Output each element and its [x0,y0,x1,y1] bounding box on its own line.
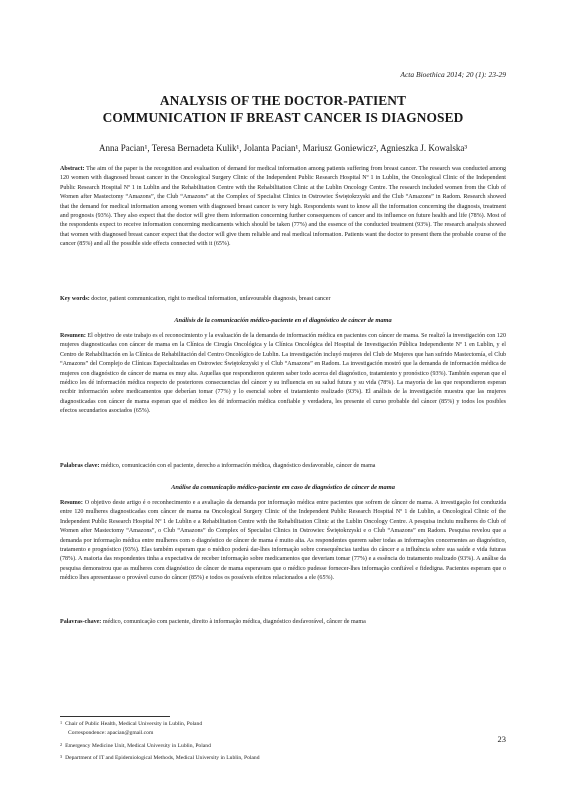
footnote-1-text: Chair of Public Health, Medical University in Lublin, Poland [65,721,203,727]
title-line-1: ANALYSIS OF THE DOCTOR-PATIENT [159,93,407,108]
footnote-3-marker: 3 [60,754,63,759]
spanish-keywords-label: Palabras clave: [60,463,100,469]
spanish-abstract [60,332,506,417]
portuguese-keywords-text: médico, comunicação com paciente, direito à informação médica, diagnóstico desfavorável, câncer de mama [102,619,366,625]
spanish-keywords [60,462,506,471]
portuguese-abstract-text: O objetivo deste artigo é o reconhecimento e a avaliação da demanda por informação médica entre pacientes que sofrem de câncer de mama. A investigação foi conduzida entre 120 mulheres diagnosticadas com câncer de mama na Oncological Surgery Clinic of the Independent Public Research Hospital Nº 1 de Lublin, a Oncological Clinic of the Independent Public Research Hospital Nº 1 de Lublin e a Rehabilitation Centre with the Rehabilitation Clinic at the Lublin Oncology Centre. A pesquisa incluiu mulheres do Club of Women after Mastectomy “Amazons”, o Club “Amazons” do Complex of Specialist Clinics in Ostrowiec Świętokrzyski e o Club “Amazons” em Radom. Pesquisa revelou que a demanda por informação médica entre mulheres com o diagnóstico de câncer de mama é muito alta. As respondentes querem saber todas as informações concernentes ao diagnóstico, tratamento e prognóstico (93%). Elas também esperam que o médico poderá dar-lhes informação sobre consequências tardias do câncer e a influência sobre sua saúde e vida futuras (78%). A maioria das respondentes tinha a expectativa de receber informação sobre medicamentos que deveriam tomar (77%) e a essência do tratamento realizado (93%). A análise da pesquisa demonstrou que as mulheres com diagnóstico de câncer de mama esperavam que o médico pudesse fornecer-lhes informação confiável e fidedigna. Pacientes esperam que o médico lhes apresentasse o provável curso do câncer (85%) e todos os possíveis efeitos relacionados a ele (65%). [60,500,507,582]
article-title [60,93,506,126]
footnote-1 [60,720,506,728]
spanish-abstract-label: Resumen: [60,333,86,339]
footnote-2-marker: 2 [60,742,63,747]
spanish-keywords-text: médico, comunicación con el paciente, derecho a información médica, diagnóstico desfavorable, cáncer de mama [100,463,376,469]
page-number: 23 [497,734,506,744]
keywords-text: doctor, patient communication, right to medical information, unfavourable diagnosis, breast cancer [91,296,331,302]
english-abstract [60,165,506,250]
footnote-2 [60,742,506,750]
portuguese-heading: Análise da comunicação médico-paciente em caso de diagnóstico de câncer de mama [171,484,395,491]
spanish-abstract-text: El objetivo de este trabajo es el reconocimiento y la evaluación de la demanda de información médica en pacientes con cáncer de mama. Se realizó la investigación con 120 mujeres diagnosticadas con cáncer de mama en la Clínica de Cirugía Oncológica y la Clínica Oncológica del Hospital de Investigación Pública Independiente Nº 1 en Lublin, y el Centro de Rehabilitación en la Clínica de Rehabilitación del Centro Oncológico de Lublin. La investigación incluyó mujeres del Club de Mujeres que han sufrido Mastectomía, el Club “Amazons” del Complejo de Clínicas Especializadas en Ostrowiec Świętokrzyski y el Club “Amazons” en Radom. La investigación mostró que la demanda de información médica de mujeres con diagnóstico de cáncer de mama es muy alta. Aquellas que respondieron quieren saber todo acerca del diagnóstico, tratamiento y pronóstico (93%). También esperan que el médico les dé información médica respecto de posteriores consecuencias del cáncer y su influencia en su salud futura y su vida (78%). La mayoría de las que respondieron esperan recibir información sobre medicamentos que deberían tomar (77%) y lo esencial sobre el tratamiento realizado (93%). El análisis de la investigación muestra que las mujeres diagnosticadas con cáncer de mama esperan que el médico les dé información médica confiable y verdadera, les presente el curso probable del cáncer (85%) y todos los posibles efectos secundarios asociados (65%). [60,333,506,415]
spanish-heading: Análisis de la comunicación médico-paciente en el diagnóstico de cáncer de mama [174,317,392,324]
portuguese-abstract [60,499,506,584]
footnote-3 [60,754,506,762]
footnote-3-text: Department of IT and Epidemiological Methods, Medical University in Lublin, Poland [65,755,260,761]
portuguese-keywords [60,618,506,627]
author-list: Anna Pacian¹, Teresa Bernadeta Kulik¹, Jolanta Pacian¹, Mariusz Goniewicz², Agnieszka J. Kowalska³ [98,143,468,153]
footnote-2-text: Emergency Medicine Unit, Medical University in Lublin, Poland [65,743,211,749]
abstract-label: Abstract: [60,166,85,172]
footnote-1-marker: 1 [60,720,63,725]
english-keywords [60,295,506,304]
correspondence: Correspondence: apacian@gmail.com [68,730,154,736]
keywords-label: Key words: [60,296,90,302]
journal-citation: Acta Bioethica 2014; 20 (1): 23-29 [400,70,506,79]
portuguese-abstract-label: Resumo: [60,500,83,506]
portuguese-keywords-label: Palavras-chave: [60,619,102,625]
abstract-text: The aim of the paper is the recognition and evaluation of demand for medical information among patients suffering from breast cancer. The research was conducted among 120 women with diagnosed breast cancer in the Oncological Surgery Clinic of the Independent Public Research Hospital Nº 1 in Lublin, the Oncological Clinic of the Independent Public Research Hospital Nº 1 in Lublin and the Rehabilitation Centre with the Rehabilitation Clinic at the Lublin Oncology Centre. The research included women from the Club of Women after Mastectomy “Amazons”, the Club “Amazons” at the Complex of Specialist Clinics in Ostrowiec Świętokrzyski and the Club “Amazons” in Radom. Research showed that the demand for medical information among women with diagnosed breast cancer is very high. Respondents want to know all the information concerning the diagnosis, treatment and prognosis (93%). They also expect that the doctor will give them information concerning further consequences of cancer and its influence on future health and life (78%). Most of the respondents expect to receive information concerning medicaments which should be taken (77%) and the essence of the conducted treatment (93%). The research analysis showed that women with diagnosed breast cancer expect that the doctor will give them reliable and real medical information. Patients want the doctor to present them the probable course of the cancer (85%) and all the possible side effects connected with it (65%). [60,166,506,248]
footnote-rule [60,716,170,717]
title-line-2: COMMUNICATION IF BREAST CANCER IS DIAGNOSED [102,109,464,125]
